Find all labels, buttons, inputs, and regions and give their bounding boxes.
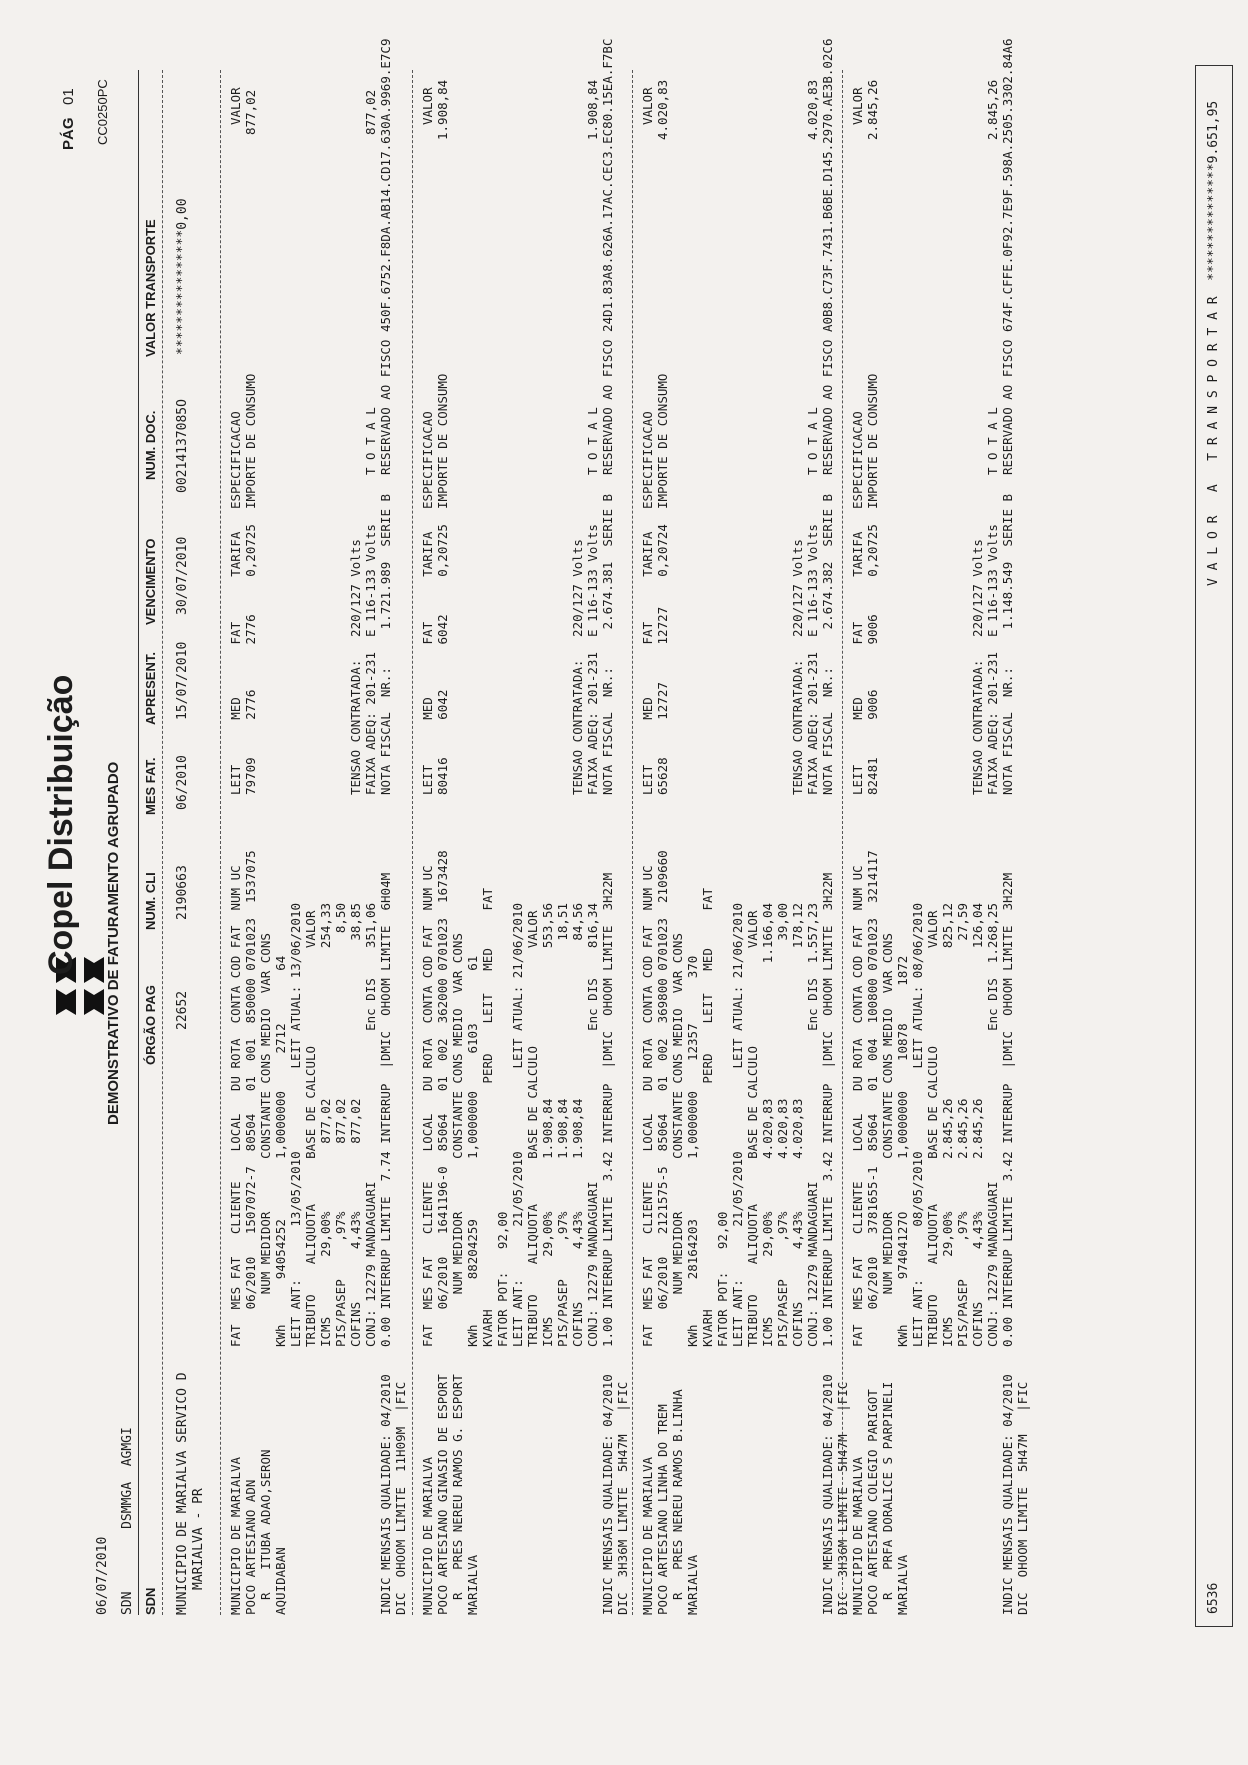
summary-client: MUNICIPIO DE MARIALVA SERVICO D [175,1372,190,1615]
detail-line: 06/2010 2121575-5 85064 01 002 369800 0701023 2109660 [655,850,670,1347]
detail-line: KVARH PERD LEIT MED FAT [480,887,495,1347]
valor-amount: 1.908,84 [435,79,450,140]
tensao-line: FAIXA ADEQ: 201-231 E 116-133 Volts [585,524,600,795]
valor-a-transportar: V A L O R A T R A N S P O R T A R ***************9.651,95 [1206,100,1221,586]
detail-line: KWh 97404127O 1,0000000 10878 1872 [895,955,910,1347]
header-rule [138,70,139,1615]
client-facility: POCO ARTESIANO COLEGIO PARIGOT [865,1389,880,1615]
record-2-detail [420,850,615,1347]
record-1-tensao [348,494,393,795]
copel-logo [37,980,95,1050]
record-divider [412,70,413,1615]
reading-values: 82481 9006 9006 0,20725 IMPORTE DE CONSUMO [865,373,880,795]
detail-line: 1.00 INTERRUP LIMITE 3.42 INTERRUP |DMIC OHOOM LIMITE 3H22M [600,872,615,1347]
reading-values: 79709 2776 2776 0,20725 IMPORTE DE CONSUMO [243,373,258,795]
record-4-indic [1000,1374,1030,1615]
indic-line: DIC OHOOM LIMITE 11H09M |FIC [393,1381,408,1615]
detail-line: NUM MEDIDOR CONSTANTE CONS MEDIO VAR CONS [258,933,273,1347]
valor-amount: 877,02 [243,89,258,135]
detail-line: 0.00 INTERRUP LIMITE 7.74 INTERRUP |DMIC OHOOM LIMITE 6H04M [378,872,393,1347]
detail-line: 06/2010 1507072-7 80504 01 001 850000 0701023 1537075 [243,850,258,1347]
client-street: R PRFA DORALICE S PARPINELI [880,1381,895,1615]
detail-line: PIS/PASEP ,97% 4.020,83 39,00 [775,902,790,1347]
reading-header: LEIT MED FAT TARIFA ESPECIFICACAO [228,411,243,795]
col-orgao: ÓRGÃO PAG [143,985,158,1065]
client-street: R PRES NEREU RAMOS G. ESPORT [450,1374,465,1615]
summary-orgao: 22652 [175,990,190,1030]
record-1-reading [228,374,258,795]
detail-line: ICMS 29,00% 1.908,84 553,56 [540,902,555,1347]
footer-code: 6536 [1206,1582,1221,1614]
record-2-indic [600,1374,630,1615]
client-facility: POCO ARTESIANO ADN [243,1479,258,1615]
indic-line: INDIC MENSAIS QUALIDADE: 04/2010 [600,1374,615,1615]
summary-mesfat: 06/2010 [175,755,190,810]
tensao-line: NOTA FISCAL NR.: 1.148.549 SERIE B [1000,493,1015,795]
detail-line: COFINS 4,43% 1.908,84 84,56 [570,902,585,1347]
summary-city: MARIALVA - PR [191,1488,206,1590]
detail-line: NUM MEDIDOR CONSTANTE CONS MEDIO VAR CONS [880,933,895,1347]
client-city: MARIALVA [465,1554,480,1615]
reservado-fisco: RESERVADO AO FISCO 674F.CFFE.0F92.7E9F.598A.2505.3302.84A6 [1000,38,1015,475]
header-divider [162,70,163,1615]
detail-line: LEIT ANT: 08/05/2010 LEIT ATUAL: 08/06/2010 [910,902,925,1347]
client-name: MUNICIPIO DE MARIALVA [420,1456,435,1615]
record-3-tensao [790,494,835,795]
record-2-tensao [570,494,615,795]
indic-line: DIC 3H36M LIMITE 5H47M |FIC [835,1381,850,1615]
summary-apresent: 15/07/2010 [175,641,190,720]
detail-line: ICMS 29,00% 877,02 254,33 [318,902,333,1347]
report-title: DEMONSTRATIVO DE FATURAMENTO AGRUPADO [105,761,122,1125]
reading-header: LEIT MED FAT TARIFA ESPECIFICACAO [420,411,435,795]
col-vencimento: VENCIMENTO [143,538,158,625]
reservado-fisco: RESERVADO AO FISCO 24D1.83A8.626A.17AC.CEC3.EC80.15EA.F7BC [600,38,615,475]
record-4-tensao [970,494,1015,795]
detail-line: FAT MES FAT CLIENTE LOCAL DU ROTA CONTA COD FAT NUM UC [228,865,243,1347]
record-1-client [228,1449,288,1615]
indic-line: DIC 3H36M LIMITE 5H47M |FIC [615,1381,630,1615]
page-number: 01 [60,88,77,105]
tensao-line: TENSAO CONTRATADA: 220/127 Volts [790,539,805,795]
detail-line: NUM MEDIDOR CONSTANTE CONS MEDIO VAR CONS [450,933,465,1347]
tensao-line: FAIXA ADEQ: 201-231 E 116-133 Volts [985,524,1000,795]
detail-line: FAT MES FAT CLIENTE LOCAL DU ROTA CONTA COD FAT NUM UC [640,865,655,1347]
indic-line: INDIC MENSAIS QUALIDADE: 04/2010 [1000,1374,1015,1615]
detail-line: ICMS 29,00% 4.020,83 1.166,04 [760,902,775,1347]
summary-divider [220,70,221,1615]
detail-line: 0.00 INTERRUP LIMITE 3.42 INTERRUP |DMIC OHOOM LIMITE 3H22M [1000,872,1015,1347]
reservado-fisco: RESERVADO AO FISCO A0B8.C73F.7431.B6BE.D145.2970.AE3B.02C6 [820,38,835,475]
col-numdoc: NUM. DOC. [143,410,158,480]
client-name: MUNICIPIO DE MARIALVA [850,1456,865,1615]
detail-line: ICMS 29,00% 2.845,26 825,12 [940,902,955,1347]
detail-line: 06/2010 1641196-0 85064 01 002 362000 0701023 1673428 [435,850,450,1347]
record-4-client [850,1382,910,1615]
detail-line: FAT MES FAT CLIENTE LOCAL DU ROTA CONTA COD FAT NUM UC [850,865,865,1347]
tensao-line: NOTA FISCAL NR.: 1.721.989 SERIE B [378,493,393,795]
record-2-client [420,1374,480,1615]
detail-line: TRIBUTO ALIQUOTA BASE DE CALCULO VALOR [925,910,940,1347]
record-divider [632,70,633,1615]
total-amount: 1.908,84 [585,79,600,140]
reading-values: 80416 6042 6042 0,20725 IMPORTE DE CONSUMO [435,373,450,795]
reading-header: LEIT MED FAT TARIFA ESPECIFICACAO [850,411,865,795]
detail-line: LEIT ANT: 21/05/2010 LEIT ATUAL: 21/06/2010 [510,902,525,1347]
sdn-line: SDN DSMMGA AGMGI [120,1427,135,1615]
valor-label: VALOR [850,87,865,125]
tensao-line: NOTA FISCAL NR.: 2.674.382 SERIE B [820,493,835,795]
client-city: AQUIDABAN [273,1547,288,1615]
record-3-detail [640,850,835,1347]
valor-label: VALOR [640,87,655,125]
footer-box [1195,65,1233,1627]
detail-line: CONJ: 12279 MANDAGUARI Enc DIS 351,06 [363,902,378,1347]
client-facility: POCO ARTESIANO GINASIO DE ESPORT [435,1374,450,1615]
record-3-indic [820,1374,850,1615]
record-2-reading [420,374,450,795]
detail-line: NUM MEDIDOR CONSTANTE CONS MEDIO VAR CONS [670,933,685,1347]
detail-line: TRIBUTO ALIQUOTA BASE DE CALCULO VALOR [303,910,318,1347]
record-4-detail [850,850,1015,1347]
detail-line: FATOR POT: 92,00 [715,1211,730,1347]
total-label: T O T A L [585,407,600,475]
indic-line: INDIC MENSAIS QUALIDADE: 04/2010 [378,1374,393,1615]
tensao-line: FAIXA ADEQ: 201-231 E 116-133 Volts [363,524,378,795]
indic-line: DIC OHOOM LIMITE 5H47M |FIC [1015,1381,1030,1615]
detail-line: COFINS 4,43% 877,02 38,85 [348,902,363,1347]
client-city: MARIALVA [895,1554,910,1615]
detail-line: KWh 28164203 1,0000000 12357 370 [685,955,700,1347]
tensao-line: TENSAO CONTRATADA: 220/127 Volts [970,539,985,795]
tensao-line: NOTA FISCAL NR.: 2.674.381 SERIE B [600,493,615,795]
client-street: R ITUBA ADAO,SERON [258,1449,273,1615]
indic-line: INDIC MENSAIS QUALIDADE: 04/2010 [820,1374,835,1615]
total-label: T O T A L [363,407,378,475]
total-amount: 4.020,83 [805,79,820,140]
col-apresent: APRESENT. [143,652,158,725]
detail-line: PIS/PASEP ,97% 2.845,26 27,59 [955,902,970,1347]
detail-line: COFINS 4,43% 4.020,83 178,12 [790,902,805,1347]
detail-line: KWh 94054252 1,0000000 2712 64 [273,955,288,1347]
client-city: MARIALVA [685,1554,700,1615]
valor-label: VALOR [228,87,243,125]
detail-line: KVARH PERD LEIT MED FAT [700,887,715,1347]
valor-amount: 4.020,83 [655,79,670,140]
col-sdn: SDN [143,1587,158,1615]
total-label: T O T A L [985,407,1000,475]
detail-line: TRIBUTO ALIQUOTA BASE DE CALCULO VALOR [745,910,760,1347]
record-1-indic [378,1374,408,1615]
detail-line: TRIBUTO ALIQUOTA BASE DE CALCULO VALOR [525,910,540,1347]
reservado-fisco: RESERVADO AO FISCO 450F.6752.F8DA.AB14.CD17.630A.9969.E7C9 [378,38,393,475]
company-name: Copel Distribuição [42,674,80,975]
tensao-line: TENSAO CONTRATADA: 220/127 Volts [570,539,585,795]
record-4-reading [850,374,880,795]
detail-line: KWh 88204259 1,0000000 6103 61 [465,955,480,1347]
detail-line: PIS/PASEP ,97% 1.908,84 18,51 [555,902,570,1347]
page-label: PÁG [60,117,77,150]
total-amount: 877,02 [363,89,378,135]
detail-line: LEIT ANT: 21/05/2010 LEIT ATUAL: 21/06/2010 [730,902,745,1347]
client-facility: POCO ARTESIANO LINHA DO TREM [655,1404,670,1615]
detail-line: LEIT ANT: 13/05/2010 LEIT ATUAL: 13/06/2010 [288,902,303,1347]
col-mesfat: MES FAT. [143,757,158,815]
reading-header: LEIT MED FAT TARIFA ESPECIFICACAO [640,411,655,795]
detail-line: 1.00 INTERRUP LIMITE 3.42 INTERRUP |DMIC OHOOM LIMITE 3H22M [820,872,835,1347]
col-valor-transporte: VALOR TRANSPORTE [143,219,158,357]
client-name: MUNICIPIO DE MARIALVA [228,1456,243,1615]
total-label: T O T A L [805,407,820,475]
client-street: R PRES NEREU RAMOS B.LINHA [670,1389,685,1615]
detail-line: CONJ: 12279 MANDAGUARI Enc DIS 1.557,23 [805,902,820,1347]
summary-valor-transporte: ****************0,00 [175,198,190,355]
total-amount: 2.845,26 [985,79,1000,140]
reading-values: 65628 12727 12727 0,20724 IMPORTE DE CONSUMO [655,373,670,795]
record-divider [842,70,843,1615]
detail-line: 06/2010 3781655-1 85064 01 004 100800 0701023 3214117 [865,850,880,1347]
detail-line: FATOR POT: 92,00 [495,1211,510,1347]
detail-line: CONJ: 12279 MANDAGUARI Enc DIS 1.268,25 [985,902,1000,1347]
valor-amount: 2.845,26 [865,79,880,140]
tensao-line: FAIXA ADEQ: 201-231 E 116-133 Volts [805,524,820,795]
detail-line: COFINS 4,43% 2.845,26 126,04 [970,902,985,1347]
record-1-detail [228,850,393,1347]
detail-line: CONJ: 12279 MANDAGUARI Enc DIS 816,34 [585,902,600,1347]
record-3-reading [640,374,670,795]
detail-line: FAT MES FAT CLIENTE LOCAL DU ROTA CONTA COD FAT NUM UC [420,865,435,1347]
tensao-line: TENSAO CONTRATADA: 220/127 Volts [348,539,363,795]
client-name: MUNICIPIO DE MARIALVA [640,1456,655,1615]
col-numcli: NUM. CLI [143,872,158,930]
document-date: 06/07/2010 [95,1536,110,1615]
summary-numcli: 2190663 [175,865,190,920]
form-code: CC0250PC [95,79,110,145]
summary-numdoc: 00214137085O [175,399,190,493]
detail-line: PIS/PASEP ,97% 877,02 8,50 [333,902,348,1347]
summary-vencimento: 30/07/2010 [175,536,190,615]
record-3-client [640,1389,700,1615]
valor-label: VALOR [420,87,435,125]
